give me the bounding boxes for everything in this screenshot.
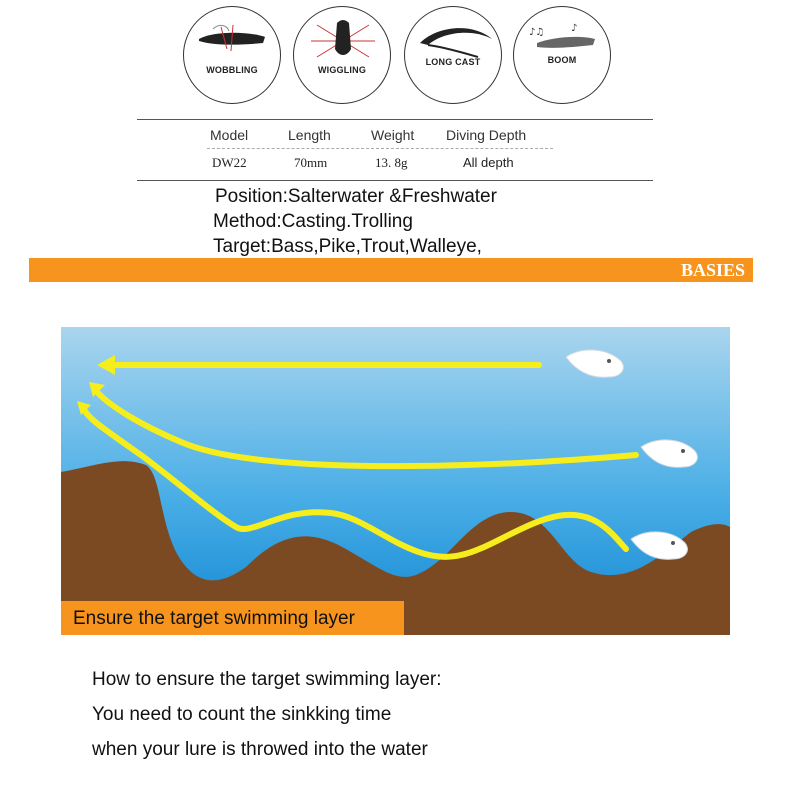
feature-label: BOOM — [547, 55, 577, 65]
feature-long-cast — [404, 6, 502, 104]
info-position: Position:Salterwater &Freshwater — [215, 186, 497, 207]
spec-value-weight: 13. 8g — [375, 155, 408, 170]
spec-table — [137, 119, 653, 181]
svg-text:♪: ♪ — [571, 23, 578, 34]
spec-value-model: DW22 — [212, 155, 247, 170]
svg-text:♪♫: ♪♫ — [529, 27, 545, 38]
info-method: Method:Casting.Trolling — [213, 211, 413, 232]
spec-header-depth: Diving Depth — [446, 127, 527, 143]
spec-value-depth: All depth — [463, 155, 514, 170]
spec-value-length: 70mm — [294, 155, 328, 170]
feature-boom — [513, 6, 611, 104]
feature-label: WIGGLING — [317, 65, 367, 75]
wobbling-icon — [193, 19, 273, 59]
swimming-layer-diagram — [61, 327, 730, 635]
note-line-1: How to ensure the target swimming layer: — [92, 669, 442, 690]
feature-label: WOBBLING — [206, 65, 258, 75]
boom-icon — [523, 19, 603, 59]
diagram-caption: Ensure the target swimming layer — [73, 608, 355, 629]
spec-header-weight: Weight — [371, 127, 415, 143]
feature-wobbling — [183, 6, 281, 104]
section-bar — [29, 258, 753, 282]
spec-header-length: Length — [288, 127, 331, 143]
spec-header-model: Model — [210, 127, 249, 143]
feature-label: LONG CAST — [425, 57, 481, 67]
feature-wiggling — [293, 6, 391, 104]
diagram-caption-box — [61, 601, 404, 635]
note-line-2: You need to count the sinkking time — [92, 704, 392, 725]
long-cast-icon — [414, 19, 494, 59]
info-target: Target:Bass,Pike,Trout,Walleye, — [213, 236, 482, 257]
wiggling-icon — [303, 19, 383, 63]
note-line-3: when your lure is throwed into the water — [92, 739, 428, 760]
section-title: BASIES — [680, 260, 745, 280]
